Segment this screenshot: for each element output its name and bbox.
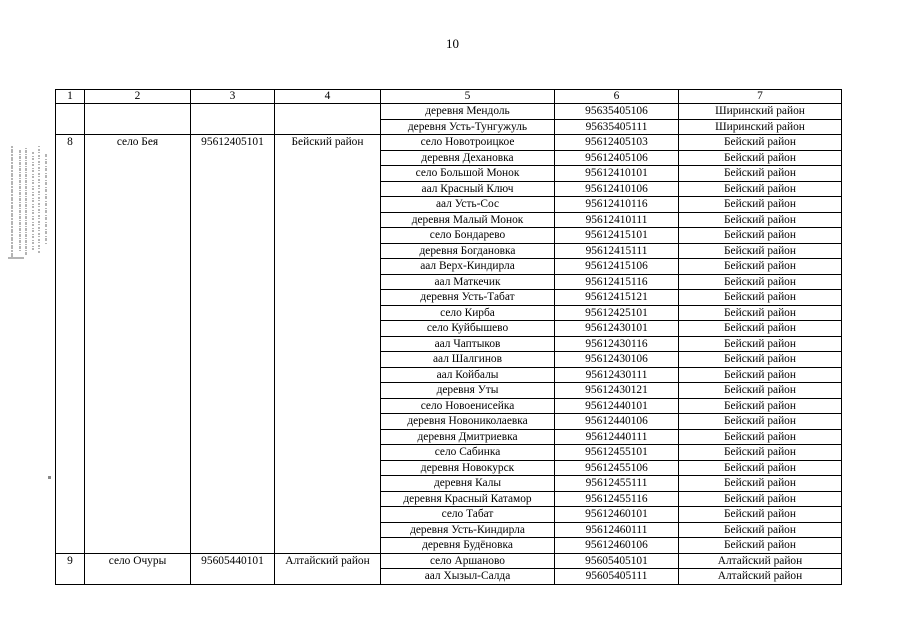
district-cell: Бейский район	[679, 166, 842, 182]
district-cell: Бейский район	[679, 367, 842, 383]
table-row	[56, 553, 842, 569]
column-header: 1	[56, 90, 85, 104]
center-code-cell	[191, 104, 275, 135]
district-cell: Бейский район	[679, 352, 842, 368]
code-cell: 95612415111	[555, 243, 679, 259]
official-stamp	[6, 140, 54, 260]
district-cell: Бейский район	[679, 538, 842, 554]
district-cell: Алтайский район	[679, 569, 842, 585]
settlement-cell: село Сабинка	[381, 445, 555, 461]
settlement-cell: деревня Красный Катамор	[381, 491, 555, 507]
district-cell: Ширинский район	[679, 119, 842, 135]
settlement-cell: деревня Усть-Киндирла	[381, 522, 555, 538]
district-cell: Бейский район	[679, 429, 842, 445]
district-cell: Бейский район	[679, 414, 842, 430]
settlement-cell: деревня Усть-Тунгужуль	[381, 119, 555, 135]
settlement-cell: аал Хызыл-Салда	[381, 569, 555, 585]
code-cell: 95612440101	[555, 398, 679, 414]
district-cell: Бейский район	[679, 383, 842, 399]
code-cell: 95612415116	[555, 274, 679, 290]
code-cell: 95612430101	[555, 321, 679, 337]
district-cell: Бейский район	[679, 460, 842, 476]
code-cell: 95612430106	[555, 352, 679, 368]
district-cell: Бейский район	[679, 181, 842, 197]
district-cell: Бейский район	[679, 398, 842, 414]
settlement-cell: аал Чаптыков	[381, 336, 555, 352]
code-cell: 95612425101	[555, 305, 679, 321]
district-cell: Бейский район	[679, 197, 842, 213]
center-district-cell: Бейский район	[275, 135, 381, 554]
row-number-cell: 9	[56, 553, 85, 584]
settlement-cell: село Новоенисейка	[381, 398, 555, 414]
settlement-cell: село Новотроицкое	[381, 135, 555, 151]
code-cell: 95612405106	[555, 150, 679, 166]
table-header-row	[56, 90, 842, 104]
code-cell: 95612430121	[555, 383, 679, 399]
settlement-cell: деревня Будёновка	[381, 538, 555, 554]
center-district-cell: Алтайский район	[275, 553, 381, 584]
settlement-cell: аал Усть-Сос	[381, 197, 555, 213]
code-cell: 95612455111	[555, 476, 679, 492]
settlement-cell: деревня Калы	[381, 476, 555, 492]
settlement-cell: деревня Дехановка	[381, 150, 555, 166]
code-cell: 95612415101	[555, 228, 679, 244]
settlement-cell: деревня Новониколаевка	[381, 414, 555, 430]
column-header: 4	[275, 90, 381, 104]
district-cell: Ширинский район	[679, 104, 842, 120]
code-cell: 95612455116	[555, 491, 679, 507]
code-cell: 95612455101	[555, 445, 679, 461]
code-cell: 95612455106	[555, 460, 679, 476]
settlement-cell: аал Красный Ключ	[381, 181, 555, 197]
settlement-cell: деревня Богдановка	[381, 243, 555, 259]
district-cell: Алтайский район	[679, 553, 842, 569]
settlement-cell: деревня Дмитриевка	[381, 429, 555, 445]
code-cell: 95612460101	[555, 507, 679, 523]
settlement-cell: аал Койбалы	[381, 367, 555, 383]
row-number-cell	[56, 104, 85, 135]
district-cell: Бейский район	[679, 243, 842, 259]
settlement-cell: аал Маткечик	[381, 274, 555, 290]
center-cell	[85, 104, 191, 135]
column-header: 2	[85, 90, 191, 104]
district-cell: Бейский район	[679, 522, 842, 538]
code-cell: 95612410101	[555, 166, 679, 182]
district-cell: Бейский район	[679, 228, 842, 244]
column-header: 6	[555, 90, 679, 104]
settlement-cell: село Кирба	[381, 305, 555, 321]
dot-mark	[48, 476, 51, 479]
code-cell: 95612430111	[555, 367, 679, 383]
district-cell: Бейский район	[679, 135, 842, 151]
code-cell: 95612440106	[555, 414, 679, 430]
settlement-cell: село Куйбышево	[381, 321, 555, 337]
center-code-cell: 95605440101	[191, 553, 275, 584]
district-cell: Бейский район	[679, 150, 842, 166]
settlement-cell: село Аршаново	[381, 553, 555, 569]
column-header: 7	[679, 90, 842, 104]
code-cell: 95612410116	[555, 197, 679, 213]
center-cell: село Очуры	[85, 553, 191, 584]
district-cell: Бейский район	[679, 259, 842, 275]
row-number-cell: 8	[56, 135, 85, 554]
page-number: 10	[446, 36, 459, 51]
code-cell: 95612410111	[555, 212, 679, 228]
code-cell: 95612415106	[555, 259, 679, 275]
settlement-cell: село Бондарево	[381, 228, 555, 244]
center-district-cell	[275, 104, 381, 135]
district-cell: Бейский район	[679, 491, 842, 507]
settlement-cell: деревня Уты	[381, 383, 555, 399]
table-body	[56, 90, 842, 585]
settlement-cell: село Большой Монок	[381, 166, 555, 182]
table-row	[56, 135, 842, 151]
district-cell: Бейский район	[679, 336, 842, 352]
column-header: 3	[191, 90, 275, 104]
code-cell: 95605405101	[555, 553, 679, 569]
code-cell: 95612460111	[555, 522, 679, 538]
district-cell: Бейский район	[679, 305, 842, 321]
code-cell: 95635405111	[555, 119, 679, 135]
settlement-cell: село Табат	[381, 507, 555, 523]
settlement-cell: аал Шалгинов	[381, 352, 555, 368]
district-cell: Бейский район	[679, 212, 842, 228]
district-cell: Бейский район	[679, 321, 842, 337]
center-cell: село Бея	[85, 135, 191, 554]
district-cell: Бейский район	[679, 476, 842, 492]
code-cell: 95635405106	[555, 104, 679, 120]
center-code-cell: 95612405101	[191, 135, 275, 554]
code-cell: 95612430116	[555, 336, 679, 352]
settlement-cell: деревня Малый Монок	[381, 212, 555, 228]
table-row	[56, 104, 842, 120]
settlements-table	[55, 89, 842, 585]
code-cell: 95612460106	[555, 538, 679, 554]
code-cell: 95605405111	[555, 569, 679, 585]
code-cell: 95612415121	[555, 290, 679, 306]
settlement-cell: аал Верх-Киндирла	[381, 259, 555, 275]
district-cell: Бейский район	[679, 507, 842, 523]
district-cell: Бейский район	[679, 290, 842, 306]
district-cell: Бейский район	[679, 274, 842, 290]
settlement-cell: деревня Новокурск	[381, 460, 555, 476]
settlement-cell: деревня Мендоль	[381, 104, 555, 120]
code-cell: 95612405103	[555, 135, 679, 151]
code-cell: 95612410106	[555, 181, 679, 197]
settlement-cell: деревня Усть-Табат	[381, 290, 555, 306]
code-cell: 95612440111	[555, 429, 679, 445]
column-header: 5	[381, 90, 555, 104]
district-cell: Бейский район	[679, 445, 842, 461]
